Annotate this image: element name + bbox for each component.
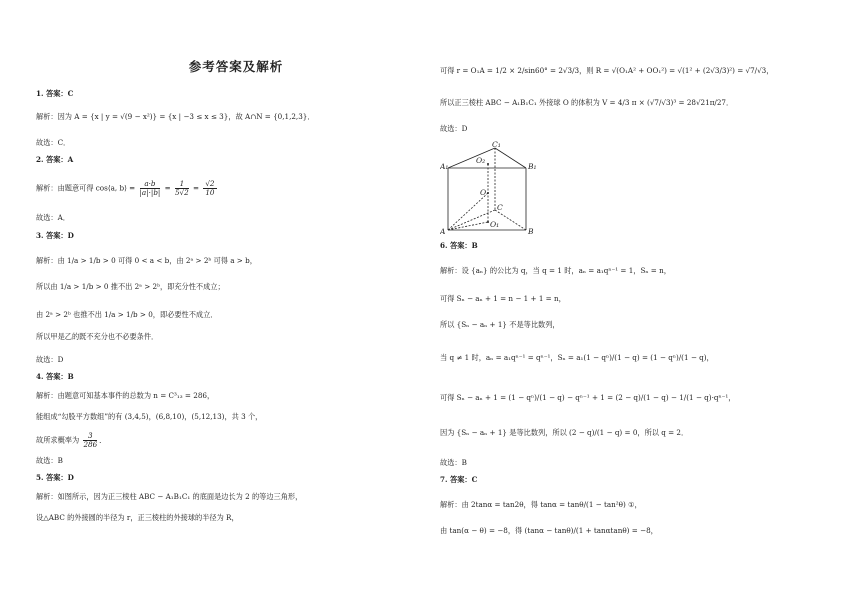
q4-frac-num: 3: [83, 432, 97, 441]
prism-figure: [440, 138, 540, 238]
label-o: O: [480, 188, 487, 197]
q5-line-1: 解析：如图所示，因为正三棱柱 ABC − A₁B₁C₁ 的底面是边长为 2 的等边三角形，: [36, 492, 303, 501]
q6-choice: 故选：B: [440, 458, 467, 467]
q6-line-2: 可得 Sₙ − aₙ + 1 = n − 1 + 1 = n，: [440, 294, 566, 303]
point-o1: [487, 221, 489, 223]
q1-answer: 1. 答案：C: [36, 89, 74, 98]
q4-line-2: 能组成“勾股平方数组”的有 (3,4,5)，(6,8,10)，(5,12,13)，共 3 个，: [36, 412, 263, 421]
q7-line-1: 解析：由 2tanα = tan2θ，得 tanα = tanθ/(1 − tan²θ) ①，: [440, 500, 642, 509]
q3-answer: 3. 答案：D: [36, 231, 74, 240]
q4-choice: 故选：B: [36, 456, 63, 465]
point-o: [487, 192, 489, 194]
q5-choice: 故选：D: [440, 124, 468, 133]
q1-choice: 故选：C．: [36, 138, 71, 147]
label-c: C: [497, 203, 503, 212]
q6-answer: 6. 答案：B: [440, 241, 478, 250]
q2-f2-den: 5√2: [174, 188, 189, 197]
label-a: A: [440, 227, 446, 236]
q2-f1-den: |a|·|b|: [139, 188, 161, 197]
q3-line-4: 所以甲是乙的既不充分也不必要条件．: [36, 332, 159, 341]
q2-fraction-3: [203, 180, 216, 197]
q1-solution: 解析：因为 A = {x | y = √(9 − x²)} = {x | −3 ≤ x ≤ 3}，故 A∩N = {0,1,2,3}．: [36, 112, 315, 121]
q2-fraction-2: [175, 180, 189, 197]
q4-fraction: [83, 432, 97, 449]
edge-c1-b1: [495, 148, 526, 168]
q7-line-2: 由 tan(α − θ) = −8，得 (tanα − tanθ)/(1 + tanαtanθ) = −8，: [440, 526, 658, 535]
q2-eq-2: =: [193, 183, 200, 193]
q6-line-3: 所以 {Sₙ − aₙ + 1} 不是等比数列，: [440, 320, 560, 329]
q5-line-2: 设△ABC 的外接圆的半径为 r，正三棱柱的外接球的半径为 R，: [36, 513, 239, 522]
edge-c-b: [495, 210, 526, 230]
q2-f2-num: 1: [175, 180, 189, 189]
q4-frac-den: 286: [83, 440, 98, 449]
label-o1: O₁: [490, 220, 500, 229]
q4-line-1: 解析：由题意可知基本事件的总数为 n = C³₁₃ = 286，: [36, 391, 215, 400]
q2-f3-den: 10: [205, 188, 215, 197]
q6-line-5: 可得 Sₙ − aₙ + 1 = (1 − qⁿ)/(1 − q) − qⁿ⁻¹ + 1 = (2 − q)/(1 − q) − 1/(1 − q)·qⁿ⁻¹，: [440, 393, 736, 402]
q7-answer: 7. 答案：C: [440, 475, 478, 484]
q3-choice: 故选：D: [36, 355, 64, 364]
point-o2: [487, 163, 489, 165]
q4-line-3-text: 故所求概率为: [36, 435, 80, 445]
q4-line-3: 故所求概率为 $\frac{3}{286}$ ．: [36, 431, 107, 449]
q2-f1-num: a·b: [140, 180, 161, 189]
q2-solution: [36, 180, 219, 197]
q6-line-4: 当 q ≠ 1 时，aₙ = a₁qⁿ⁻¹ = qⁿ⁻¹，Sₙ = a₁(1 − qⁿ)/(1 − q) = (1 − qⁿ)/(1 − q)，: [440, 353, 714, 362]
label-b: B: [528, 227, 534, 236]
label-a1: A₁: [440, 162, 449, 171]
q6-line-6: 因为 {Sₙ − aₙ + 1} 是等比数列，所以 (2 − q)/(1 − q) = 0，所以 q = 2．: [440, 428, 689, 437]
q3-line-1: 解析：由 1/a > 1/b > 0 可得 0 < a < b，由 2ᵃ > 2ᵇ 可得 a > b，: [36, 256, 257, 265]
q2-answer: 2. 答案：A: [36, 155, 74, 164]
q2-fraction-1: [140, 180, 161, 197]
page-title: 参考答案及解析: [188, 59, 284, 74]
q2-f3-num: √2: [205, 179, 215, 188]
q5-line-4: 所以正三棱柱 ABC − A₁B₁C₁ 外接球 O 的体积为 V = 4/3 π × (√7/√3)³ = 28√21π/27．: [440, 98, 734, 107]
q5-line-3: 可得 r = O₁A = 1/2 × 2/sin60° = 2√3/3，则 R = √(O₁A² + OO₁²) = √(1² + (2√3/3)²) = √7/√3，: [440, 66, 774, 75]
q6-line-1: 解析：设 {aₙ} 的公比为 q，当 q = 1 时，aₙ = a₁qⁿ⁻¹ = 1，Sₙ = n，: [440, 266, 671, 275]
q4-answer: 4. 答案：B: [36, 372, 74, 381]
q3-line-2: 所以由 1/a > 1/b > 0 推不出 2ᵃ > 2ᵇ，即充分性不成立；: [36, 282, 225, 291]
segment-a-o1: [448, 222, 488, 230]
label-b1: B₁: [528, 162, 537, 171]
q3-line-3: 由 2ᵃ > 2ᵇ 也推不出 1/a > 1/b > 0，即必要性不成立．: [36, 310, 218, 319]
label-c1: C₁: [492, 140, 501, 149]
q5-answer: 5. 答案：D: [36, 473, 74, 482]
q2-solution-text: 解析：由题意可得 cos⟨a, b⟩ =: [36, 183, 136, 193]
q2-choice: 故选：A．: [36, 213, 70, 222]
segment-a-o: [448, 193, 488, 230]
q2-eq-1: =: [164, 183, 171, 193]
label-o2: O₂: [476, 156, 486, 165]
